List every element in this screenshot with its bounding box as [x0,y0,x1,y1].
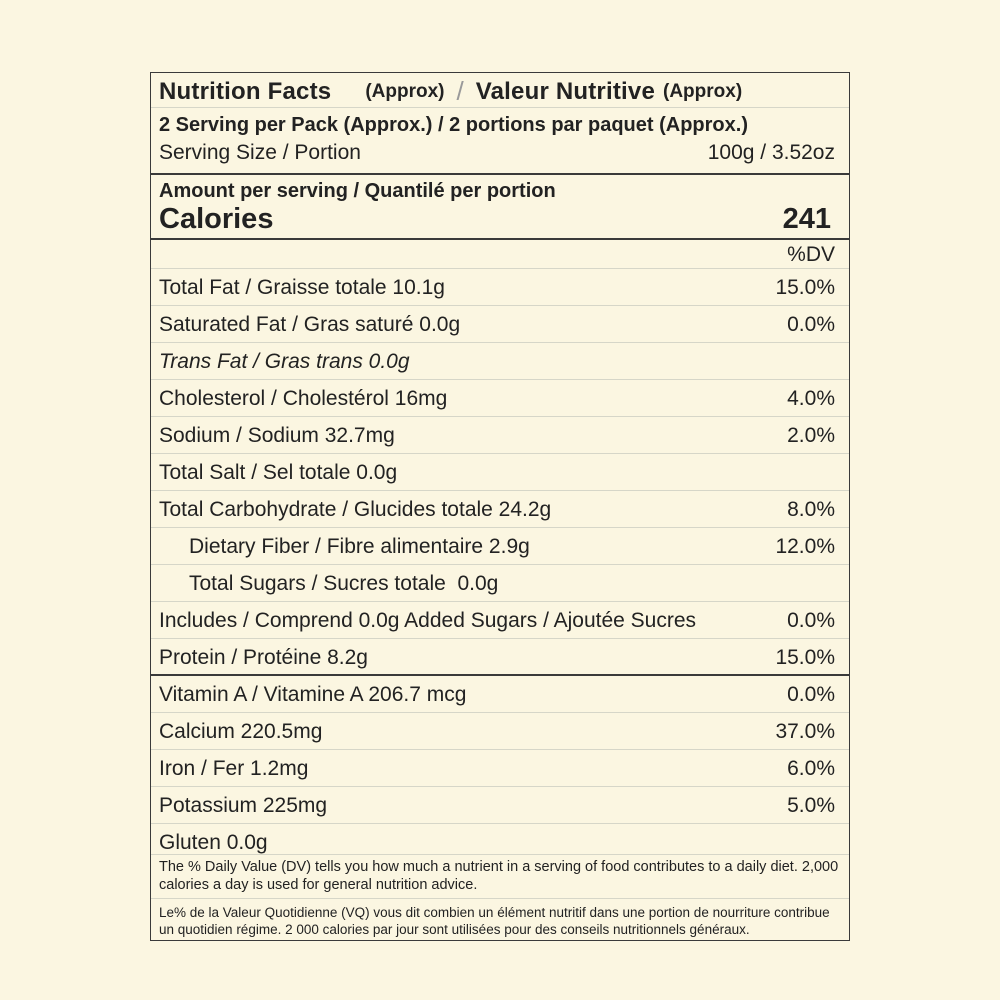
vitamin-dv: 0.0% [787,682,835,706]
nutrient-row [159,602,835,639]
nutrition-facts-panel [150,72,850,941]
vitamin-row [159,676,835,713]
vitamin-dv: 6.0% [787,756,835,780]
approx-label-en: (Approx) [365,81,445,102]
vitamin-label: Gluten 0.0g [159,830,268,854]
servings-row [159,111,835,139]
divider [151,107,849,108]
nutrient-row [159,528,835,565]
nutrient-label: Total Carbohydrate / Glucides totale 24.2g [159,497,552,521]
vitamin-row [159,824,835,861]
nutrient-row [159,380,835,417]
header-row [159,77,835,107]
nutrient-row [159,491,835,528]
dv-header: %DV [787,243,835,266]
nutrient-label: Total Sugars / Sucres totale 0.0g [189,571,499,595]
nutrient-dv: 15.0% [775,275,835,299]
vitamin-label: Calcium 220.5mg [159,719,323,743]
nutrient-row [159,343,835,380]
title-fr: Valeur Nutritive [475,78,655,105]
serving-size-value: 100g / 3.52oz [707,141,835,164]
nutrient-label: Cholesterol / Cholestérol 16mg [159,386,448,410]
nutrient-dv: 0.0% [787,312,835,336]
amount-per-serving: Amount per serving / Quantilé per portion [159,179,556,202]
approx-label-fr: (Approx) [663,81,743,102]
nutrient-label: Includes / Comprend 0.0g Added Sugars / Ajoutée Sucres [159,608,697,632]
servings-per-pack: 2 Serving per Pack (Approx.) / 2 portions par paquet (Approx.) [159,113,748,136]
vitamin-row [159,713,835,750]
vitamin-dv: 37.0% [775,719,835,743]
footnote-en: The % Daily Value (DV) tells you how much a nutrient in a serving of food contributes to a daily diet. 2,000 calories a day is used for general nutrition advice. [159,859,839,893]
nutrient-label: Dietary Fiber / Fibre alimentaire 2.9g [189,534,530,558]
nutrient-dv: 8.0% [787,497,835,521]
nutrient-dv: 12.0% [775,534,835,558]
nutrient-label: Sodium / Sodium 32.7mg [159,423,395,447]
footnote-fr: Le% de la Valeur Quotidienne (VQ) vous dit combien un élément nutritif dans une portion de nourriture contribue un quotidien régime. 2 000 calories par jour sont utilisées pour des conseils nutritionnels généraux. [159,905,830,937]
calories-value: 241 [782,202,831,235]
nutrient-row [159,565,835,602]
vitamin-label: Iron / Fer 1.2mg [159,756,309,780]
calories-label: Calories [159,202,274,235]
vitamin-dv: 5.0% [787,793,835,817]
nutrient-row [159,306,835,343]
vitamin-row [159,750,835,787]
vitamin-label: Vitamin A / Vitamine A 206.7 mcg [159,682,467,706]
nutrient-row [159,639,835,676]
divider [151,898,849,899]
nutrient-dv: 4.0% [787,386,835,410]
serving-size-row [159,139,835,167]
nutrient-label: Total Fat / Graisse totale 10.1g [159,275,445,299]
serving-size-label: Serving Size / Portion [159,141,361,164]
nutrient-dv: 0.0% [787,608,835,632]
nutrient-label: Protein / Protéine 8.2g [159,645,368,669]
vitamin-label: Potassium 225mg [159,793,328,817]
nutrient-dv: 15.0% [775,645,835,669]
calories-row [159,201,831,237]
nutrient-dv: 2.0% [787,423,835,447]
nutrient-row [159,417,835,454]
nutrient-label: Trans Fat / Gras trans 0.0g [159,349,410,373]
divider [151,854,849,855]
dv-header-row [159,241,835,269]
nutrient-label: Total Salt / Sel totale 0.0g [159,460,398,484]
title-en: Nutrition Facts [159,78,332,105]
nutrient-label: Saturated Fat / Gras saturé 0.0g [159,312,461,336]
nutrient-row [159,454,835,491]
nutrient-row [159,269,835,306]
vitamin-row [159,787,835,824]
divider-thick [151,173,849,175]
divider-thick [151,238,849,240]
title-separator: / [456,75,464,106]
